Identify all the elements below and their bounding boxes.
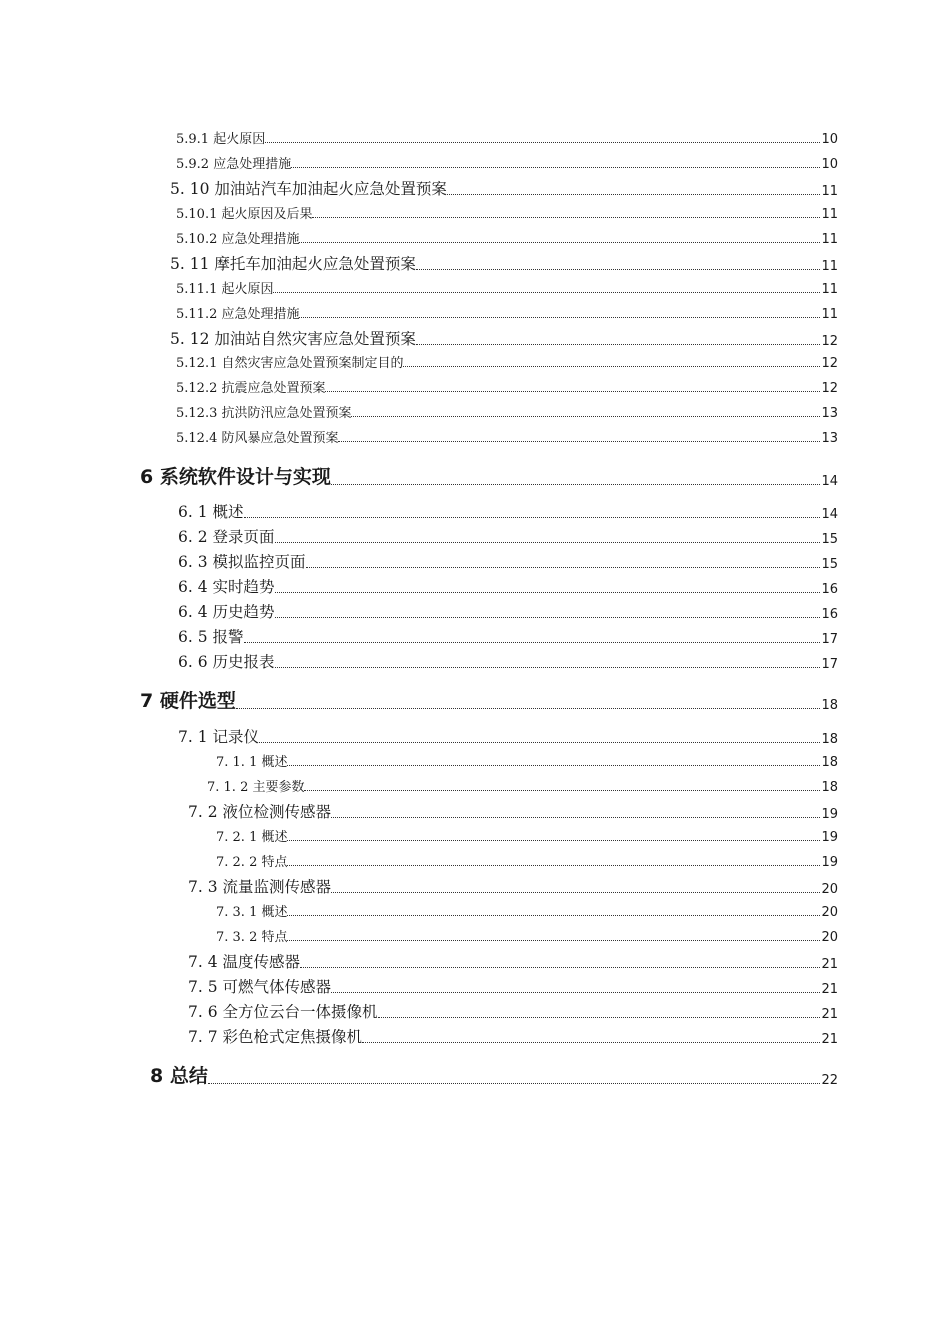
toc-leader: [275, 617, 821, 618]
toc-leader: [304, 790, 820, 791]
toc-entry-label: 5.10.2 应急处理措施: [176, 232, 300, 247]
toc-entry-label: 5.12.2 抗震应急处置预案: [176, 381, 326, 396]
toc-leader: [287, 865, 820, 866]
toc-leader: [351, 416, 820, 417]
toc-entry-page: 11: [821, 184, 838, 199]
toc-entry-page: 16: [821, 582, 838, 597]
toc-leader: [265, 142, 820, 143]
toc-entry-label: 7. 1. 1 概述: [216, 755, 288, 770]
toc-entry-label: 7. 2 液位检测传感器: [188, 803, 332, 821]
toc-entry-label: 7. 7 彩色枪式定焦摄像机: [188, 1028, 363, 1046]
toc-entry[interactable]: [0, 278, 838, 297]
toc-entry-page: 21: [821, 1007, 838, 1022]
toc-entry-label: 6. 1 概述: [178, 503, 244, 521]
toc-entry-page: 21: [821, 1032, 838, 1047]
toc-entry-page: 21: [821, 982, 838, 997]
toc-entry-page: 19: [821, 830, 838, 845]
toc-leader: [312, 217, 820, 218]
toc-entry-label: 5. 12 加油站自然灾害应急处置预案: [170, 330, 416, 348]
toc-leader: [331, 817, 820, 818]
toc-entry-label: 6. 5 报警: [178, 628, 244, 646]
toc-entry-label: 5.10.1 起火原因及后果: [176, 207, 313, 222]
toc-leader: [244, 642, 821, 643]
toc-entry-label: 7. 4 温度传感器: [188, 953, 301, 971]
toc-entry-page: 12: [821, 381, 838, 396]
toc-entry[interactable]: [0, 252, 838, 274]
toc-entry[interactable]: [0, 950, 838, 972]
toc-entry[interactable]: [0, 975, 838, 997]
toc-entry-label: 6. 2 登录页面: [178, 528, 275, 546]
toc-entry-label: 5.9.2 应急处理措施: [176, 157, 292, 172]
toc-entry-label: 7 硬件选型: [140, 690, 236, 712]
toc-entry-label: 7. 2. 2 特点: [216, 855, 288, 870]
toc-entry[interactable]: [0, 600, 838, 622]
toc-entry[interactable]: [0, 525, 838, 547]
toc-entry-page: 22: [821, 1073, 838, 1088]
toc-entry-page: 11: [821, 232, 838, 247]
toc-leader: [275, 542, 821, 543]
toc-entry-label: 6. 3 模拟监控页面: [178, 553, 306, 571]
toc-entry-page: 11: [821, 282, 838, 297]
toc-leader: [259, 742, 820, 743]
toc-leader: [300, 967, 820, 968]
toc-entry[interactable]: [0, 402, 838, 421]
toc-entry[interactable]: [0, 327, 838, 349]
toc-entry-page: 20: [821, 882, 838, 897]
toc-entry-label: 7. 1. 2 主要参数: [207, 780, 305, 795]
toc-leader: [416, 269, 821, 270]
toc-entry-page: 15: [821, 532, 838, 547]
toc-entry[interactable]: [0, 926, 838, 945]
toc-entry-page: 17: [821, 632, 838, 647]
toc-entry-page: 10: [821, 157, 838, 172]
toc-entry-label: 6. 4 实时趋势: [178, 578, 275, 596]
toc-leader: [362, 1042, 820, 1043]
toc-entry[interactable]: [0, 550, 838, 572]
toc-entry[interactable]: [0, 1025, 838, 1047]
toc-entry-label: 7. 6 全方位云台一体摄像机: [188, 1003, 378, 1021]
toc-entry-label: 6 系统软件设计与实现: [140, 466, 331, 488]
toc-leader: [275, 592, 821, 593]
toc-leader: [273, 292, 820, 293]
toc-chapter[interactable]: [0, 462, 838, 489]
toc-entry-page: 12: [821, 334, 838, 349]
toc-leader: [244, 517, 821, 518]
toc-entry[interactable]: [0, 500, 838, 522]
toc-entry[interactable]: [0, 1000, 838, 1022]
toc-leader: [275, 667, 821, 668]
toc-entry[interactable]: [0, 725, 838, 747]
toc-entry-page: 18: [821, 780, 838, 795]
toc-entry[interactable]: [0, 153, 838, 172]
toc-entry-label: 8 总结: [150, 1065, 208, 1087]
toc-entry-label: 5.12.4 防风暴应急处置预案: [176, 431, 339, 446]
toc-entry-label: 5.9.1 起火原因: [176, 132, 266, 147]
toc-entry-label: 5. 10 加油站汽车加油起火应急处置预案: [170, 180, 447, 198]
toc-entry-label: 7. 3. 1 概述: [216, 905, 288, 920]
toc-entry[interactable]: [0, 650, 838, 672]
toc-entry-label: 7. 2. 1 概述: [216, 830, 288, 845]
toc-entry[interactable]: [0, 377, 838, 396]
toc-leader: [291, 167, 820, 168]
toc-leader: [325, 391, 820, 392]
toc-entry[interactable]: [0, 875, 838, 897]
toc-entry-page: 13: [821, 431, 838, 446]
toc-entry-label: 5.12.1 自然灾害应急处置预案制定目的: [176, 356, 404, 371]
toc-leader: [378, 1017, 821, 1018]
toc-entry-page: 19: [821, 807, 838, 822]
toc-entry-label: 7. 1 记录仪: [178, 728, 260, 746]
toc-entry-label: 6. 6 历史报表: [178, 653, 275, 671]
toc-leader: [403, 366, 820, 367]
toc-entry[interactable]: [0, 352, 838, 371]
toc-chapter[interactable]: [0, 686, 838, 713]
toc-leader: [287, 765, 820, 766]
toc-entry[interactable]: [0, 826, 838, 845]
toc-entry-page: 19: [821, 855, 838, 870]
toc-entry[interactable]: [0, 625, 838, 647]
toc-entry-page: 11: [821, 307, 838, 322]
toc-entry-page: 18: [821, 732, 838, 747]
toc-entry[interactable]: [0, 177, 838, 199]
toc-entry-label: 7. 3. 2 特点: [216, 930, 288, 945]
toc-entry-page: 11: [821, 207, 838, 222]
toc-entry-page: 14: [821, 474, 838, 489]
toc-entry-page: 18: [821, 698, 838, 713]
toc-entry[interactable]: [0, 128, 838, 147]
toc-leader: [306, 567, 821, 568]
toc-entry-label: 5.11.1 起火原因: [176, 282, 274, 297]
toc-entry-page: 18: [821, 755, 838, 770]
toc-entry-label: 7. 5 可燃气体传感器: [188, 978, 332, 996]
toc-entry[interactable]: [0, 228, 838, 247]
toc-entry-page: 17: [821, 657, 838, 672]
toc-entry-label: 5. 11 摩托车加油起火应急处置预案: [170, 255, 416, 273]
toc-entry[interactable]: [0, 303, 838, 322]
toc-entry-page: 16: [821, 607, 838, 622]
toc-leader: [287, 840, 820, 841]
toc-leader: [447, 194, 821, 195]
toc-entry-label: 7. 3 流量监测传感器: [188, 878, 332, 896]
toc-entry-page: 20: [821, 905, 838, 920]
toc-entry-label: 5.12.3 抗洪防汛应急处置预案: [176, 406, 352, 421]
toc-entry-page: 13: [821, 406, 838, 421]
toc-leader: [299, 317, 820, 318]
toc-leader: [331, 892, 820, 893]
toc-entry[interactable]: [0, 901, 838, 920]
toc-entry-page: 12: [821, 356, 838, 371]
toc-entry-label: 6. 4 历史趋势: [178, 603, 275, 621]
toc-leader: [416, 344, 821, 345]
toc-leader: [287, 915, 820, 916]
toc-entry[interactable]: [0, 800, 838, 822]
toc-leader: [331, 992, 820, 993]
toc-entry[interactable]: [0, 427, 838, 446]
toc-entry-page: 15: [821, 557, 838, 572]
toc-entry-page: 10: [821, 132, 838, 147]
toc-leader: [338, 441, 820, 442]
toc-entry-page: 20: [821, 930, 838, 945]
toc-leader: [299, 242, 820, 243]
toc-entry-label: 5.11.2 应急处理措施: [176, 307, 300, 322]
toc-entry-page: 14: [821, 507, 838, 522]
toc-entry[interactable]: [0, 776, 838, 795]
toc-leader: [331, 484, 821, 485]
toc-entry-page: 11: [821, 259, 838, 274]
toc-entry[interactable]: [0, 851, 838, 870]
toc-leader: [287, 940, 820, 941]
toc-leader: [236, 708, 821, 709]
toc-entry[interactable]: [0, 751, 838, 770]
toc-entry-page: 21: [821, 957, 838, 972]
toc-entry[interactable]: [0, 575, 838, 597]
toc-chapter[interactable]: [0, 1061, 838, 1088]
toc-entry[interactable]: [0, 203, 838, 222]
toc-leader: [208, 1083, 821, 1084]
